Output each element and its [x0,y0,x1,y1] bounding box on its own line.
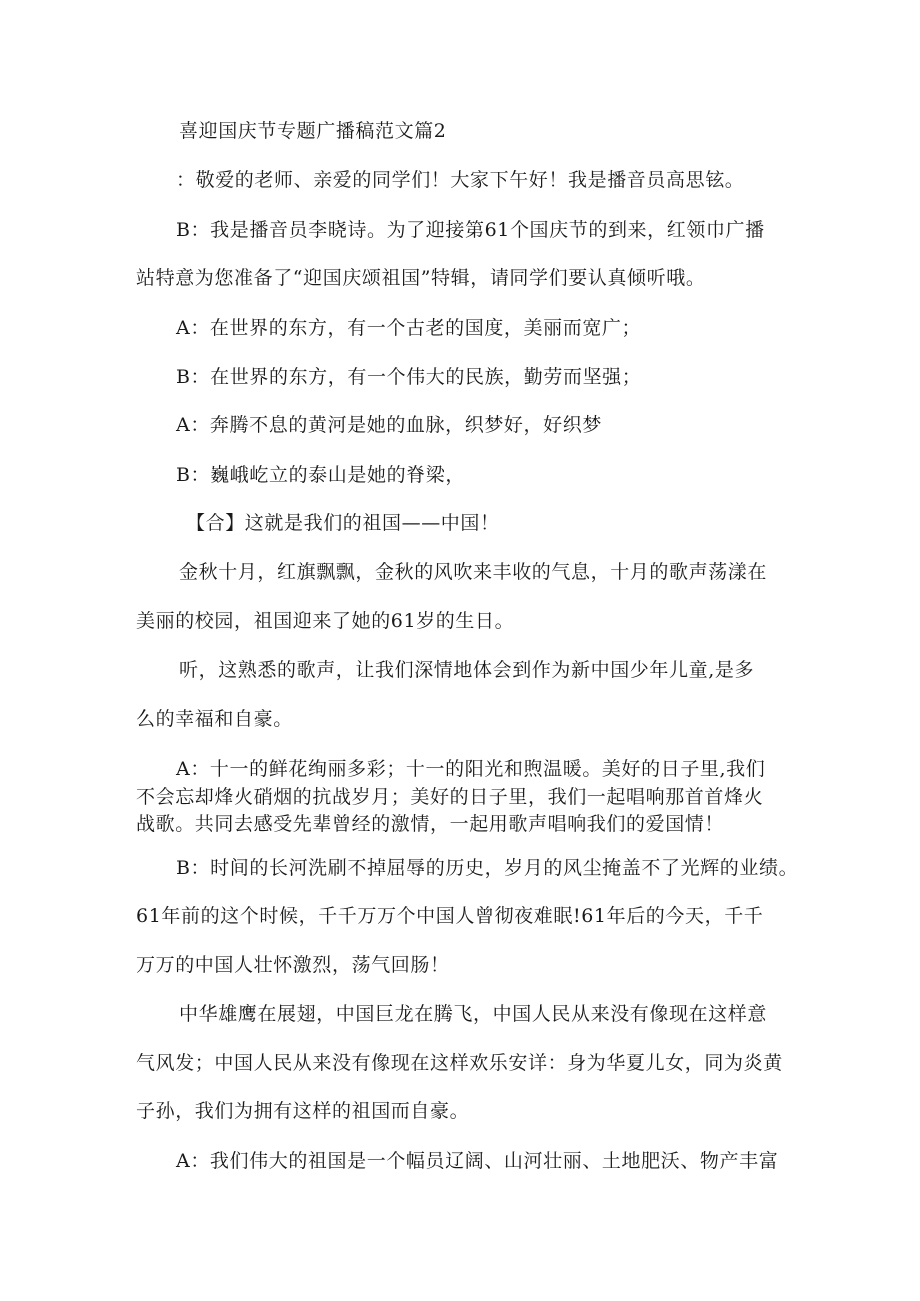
text-line: A：十一的鲜花绚丽多彩；十一的阳光和煦温暖。美好的日子里,我们 [176,758,766,780]
document-title: 喜迎国庆节专题广播稿范文篇2 [179,120,447,142]
text-line: 战歌。共同去感受先辈曾经的激情，一起用歌声唱响我们的爱国情！ [136,813,725,835]
text-line: ：敬爱的老师、亲爱的同学们！大家下午好！我是播音员高思铉。 [176,169,745,191]
text-line: 子孙，我们为拥有这样的祖国而自豪。 [136,1100,470,1122]
text-line: 气风发；中国人民从来没有像现在这样欢乐安详：身为华夏儿女，同为炎黄 [136,1052,783,1074]
text-line: 61年前的这个时候，千千万万个中国人曾彻夜难眠!61年后的今天，千千 [136,905,764,927]
text-line: 不会忘却烽火硝烟的抗战岁月；美好的日子里，我们一起唱响那首首烽火 [136,786,764,808]
text-line: B：在世界的东方，有一个伟大的民族，勤劳而坚强； [176,366,642,388]
text-line: B：巍峨屹立的泰山是她的脊梁， [176,464,465,486]
text-line: A：我们伟大的祖国是一个幅员辽阔、山河壮丽、土地肥沃、物产丰富 [176,1150,779,1172]
text-line: B：时间的长河洗刷不掉屈辱的历史，岁月的风尘掩盖不了光辉的业绩。 [176,857,799,879]
text-line: 中华雄鹰在展翅，中国巨龙在腾飞，中国人民从来没有像现在这样意 [179,1003,768,1025]
text-line: B：我是播音员李晓诗。为了迎接第61个国庆节的到来，红领巾广播 [176,219,765,241]
text-line: 【合】这就是我们的祖国——中国！ [186,512,500,534]
text-line: 美丽的校园，祖国迎来了她的61岁的生日。 [136,610,515,632]
text-line: A：在世界的东方，有一个古老的国度，美丽而宽广； [176,317,642,339]
text-line: A：奔腾不息的黄河是她的血脉，织梦好，好织梦 [176,414,602,436]
text-line: 金秋十月，红旗飘飘，金秋的风吹来丰收的气息，十月的歌声荡漾在 [179,561,768,583]
text-line: 站特意为您准备了“迎国庆颂祖国”特辑，请同学们要认真倾听哦。 [136,267,706,289]
text-line: 听，这熟悉的歌声，让我们深情地体会到作为新中国少年儿童,是多 [179,659,755,681]
text-line: 万万的中国人壮怀激烈，荡气回肠！ [136,954,450,976]
text-line: 么的幸福和自豪。 [136,708,293,730]
